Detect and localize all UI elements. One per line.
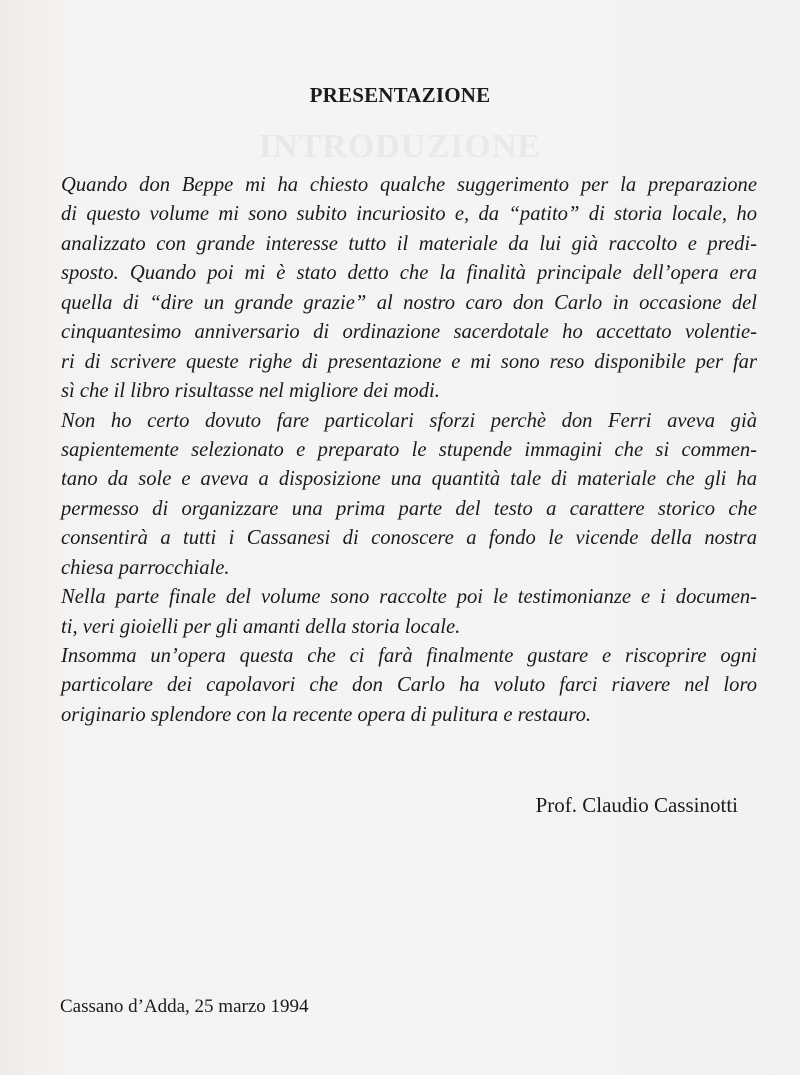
author-signature: Prof. Claudio Cassinotti — [535, 793, 738, 817]
text-line: originario splendore con la recente opera di pulitura e restauro. — [61, 703, 592, 726]
text-line: sposto. Quando poi mi è stato detto che la finalità principale dell’opera era — [61, 262, 757, 285]
text-line: ri di scrivere queste righe di presentazione e mi sono reso disponibile per far — [61, 350, 757, 373]
text-line: Nella parte finale del volume sono raccolte poi le testimonianze e i documen- — [61, 586, 757, 609]
place-and-date: Cassano d’Adda, 25 marzo 1994 — [60, 996, 309, 1017]
text-line: Quando don Beppe mi ha chiesto qualche suggerimento per la preparazione — [61, 174, 757, 196]
text-line: ti, veri gioielli per gli amanti della storia locale. — [61, 615, 461, 638]
text-line: di questo volume mi sono subito incuriosito e, da “patito” di storia locale, ho — [61, 203, 757, 226]
text-line: cinquantesimo anniversario di ordinazione sacerdotale ho accettato volentie- — [61, 321, 757, 344]
page-title: PRESENTAZIONE — [309, 83, 491, 107]
show-through-heading — [0, 128, 800, 166]
text-line: analizzato con grande interesse tutto il materiale da lui già raccolto e predi- — [61, 232, 757, 255]
text-line: tano da sole e aveva a disposizione una quantità tale di materiale che gli ha — [61, 468, 757, 491]
presentation-text — [61, 171, 757, 730]
text-line: Insomma un’opera questa che ci farà finalmente gustare e riscoprire ogni — [61, 645, 757, 667]
text-line: quella di “dire un grande grazie” al nostro caro don Carlo in occasione del — [61, 291, 757, 314]
text-line: Non ho certo dovuto fare particolari sforzi perchè don Ferri aveva già — [61, 409, 757, 432]
text-line: chiesa parrocchiale. — [61, 556, 230, 579]
text-line: sapientemente selezionato e preparato le stupende immagini che si commen- — [61, 438, 757, 461]
text-line: consentirà a tutti i Cassanesi di conoscere a fondo le vicende della nostra — [61, 527, 757, 550]
text-line: sì che il libro risultasse nel migliore dei modi. — [61, 380, 440, 403]
text-line: particolare dei capolavori che don Carlo ha voluto farci riavere nel loro — [61, 674, 757, 697]
text-line: permesso di organizzare una prima parte del testo a carattere storico che — [61, 497, 757, 520]
